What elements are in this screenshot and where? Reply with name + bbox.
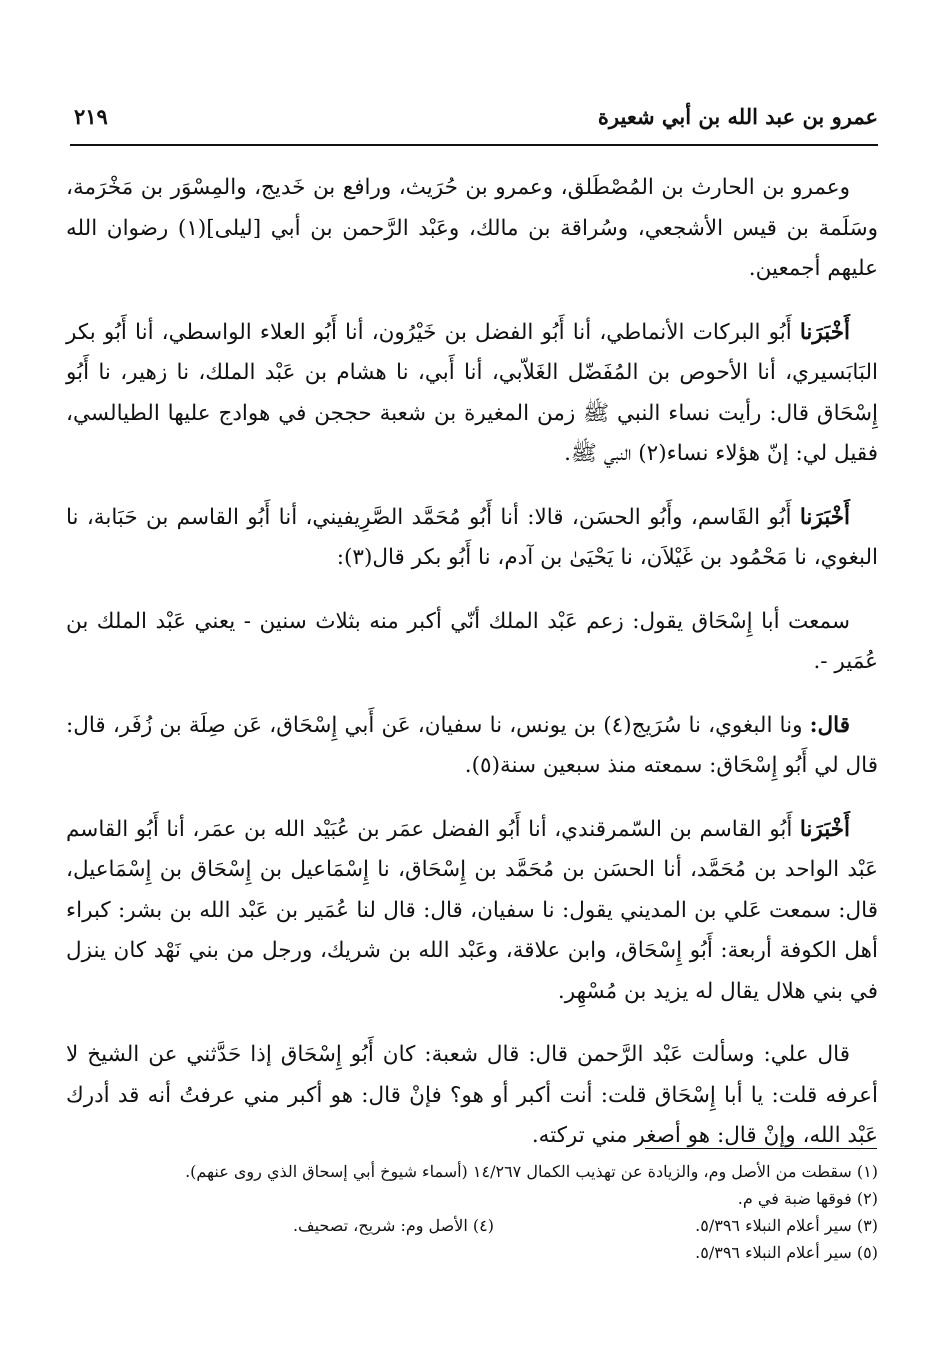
footnote-divider bbox=[645, 1148, 877, 1149]
paragraph-text: أَبُو القَاسم، وأَبُو الحسَن، قالا: أنا أَبُو مُحَمَّد الصَّرِيفيني، أنا أَبُو القاسم بن حَبَابة، نا البغوي، نا مَحْمُود بن غَيْلاَن، نا يَحْيَىٰ بن آدم، نا أَبُو بكر قال(٣): bbox=[66, 504, 878, 570]
running-header bbox=[70, 98, 878, 146]
paragraph-1 bbox=[66, 168, 878, 290]
paragraph-3 bbox=[66, 498, 878, 579]
paragraph-text: ونا البغوي، نا سُرَيج(٤) بن يونس، نا سفيان، عَن أَبي إِسْحَاق، عَن صِلَة بن زُفَر، قال: قال لي أَبُو إِسْحَاق: سمعته منذ سبعين سنة(٥). bbox=[66, 712, 878, 778]
footnote-5: (٥) سير أعلام النبلاء ٥/٣٩٦. bbox=[695, 1243, 878, 1262]
paragraph-text: وعمرو بن الحارث بن المُصْطَلق، وعمرو بن حُرَيث، ورافع بن خَديج، والمِسْوَر بن مَخْرَمة، وسَلَمة بن قيس الأشجعي، وسُراقة بن مالك، وعَبْد الرَّحمن بن أبي [ليلى](١) رضوان الله عليهم أجمعين. bbox=[66, 175, 879, 281]
footnote-3: (٣) سير أعلام النبلاء ٥/٣٩٦. bbox=[695, 1216, 878, 1235]
paragraph-lead: أَخْبَرَنا bbox=[799, 504, 850, 530]
footnotes bbox=[66, 1158, 878, 1266]
paragraph-lead: أَخْبَرَنا bbox=[799, 319, 850, 345]
paragraph-lead: قال: bbox=[809, 712, 850, 738]
footnote-4: (٤) الأصل وم: شريح، تصحيف. bbox=[292, 1216, 494, 1235]
main-text bbox=[66, 168, 878, 1180]
paragraph-text: قال علي: وسألت عَبْد الرَّحمن قال: قال شعبة: كان أَبُو إِسْحَاق إذا حَدَّثني عن الشيخ لا أعرفه قلت: يا أبا إِسْحَاق قلت: أنت أكبر أو هو؟ فإنْ قال: هو أكبر مني عرفتُ أنه قد أدرك عَبْد الله، وإنْ قال: هو أصغر مني تركته. bbox=[66, 1042, 878, 1148]
paragraph-5 bbox=[66, 706, 878, 787]
paragraph-7 bbox=[66, 1035, 878, 1157]
footnote-2: (٢) فوقها ضبة في م. bbox=[737, 1189, 878, 1208]
paragraph-text: سمعت أبا إِسْحَاق يقول: زعم عَبْد الملك أنّي أكبر منه بثلاث سنين - يعني عَبْد الملك بن عُمَير -. bbox=[66, 608, 878, 674]
paragraph-6 bbox=[66, 810, 878, 1013]
paragraph-4 bbox=[66, 602, 878, 683]
paragraph-lead: أَخْبَرَنا bbox=[799, 816, 850, 842]
footnote-1: (١) سقطت من الأصل وم، والزيادة عن تهذيب الكمال ١٤/٢٦٧ (أسماء شيوخ أبي إسحاق الذي روى عنهم). bbox=[185, 1162, 878, 1181]
paragraph-text: أَبُو القاسم بن السّمرقندي، أنا أَبُو الفضل عمَر بن عُبَيْد الله بن عمَر، أنا أَبُو القاسم عَبْد الواحد بن مُحَمَّد، أنا الحسَن بن مُحَمَّد بن إِسْحَاق، نا إِسْمَاعيل بن إِسْحَاق بن إِسْمَاعيل، قال: سمعت عَلي بن المديني يقول: نا سفيان، قال: قال لنا عُمَير بن عَبْد الله بن بشر: كبراء أهل الكوفة أربعة: أَبُو إِسْحَاق، وابن علاقة، وعَبْد الله بن شريك، ورجل من بني نَهْد كان ينزل في بني هلال يقال له يزيد بن مُسْهِر. bbox=[66, 816, 878, 1004]
footnote-row bbox=[66, 1239, 878, 1266]
page-number: ٢١٩ bbox=[74, 104, 108, 129]
footnote-row bbox=[66, 1185, 878, 1212]
running-title: عمرو بن عبد الله بن أبي شعيرة bbox=[597, 104, 878, 129]
footnote-row bbox=[66, 1158, 878, 1185]
paragraph-text: أَبُو البركات الأنماطي، أنا أَبُو الفضل بن خَيْرُون، أنا أَبُو العلاء الواسطي، أنا أَبُو بكر البَابَسيري، أنا الأحوص بن المُفَضّل الغَلاّبي، أنا أَبي، نا هشام بن عَبْد الملك، نا زهير، نا أَبُو إِسْحَاق قال: رأيت نساء النبي ﷺ زمن المغيرة بن شعبة حججن في هوادج عليها الطيالسي، فقيل لي: إنّ هؤلاء نساء(٢) النبي ﷺ. bbox=[66, 319, 878, 466]
paragraph-2 bbox=[66, 313, 878, 475]
footnote-row bbox=[66, 1212, 878, 1239]
